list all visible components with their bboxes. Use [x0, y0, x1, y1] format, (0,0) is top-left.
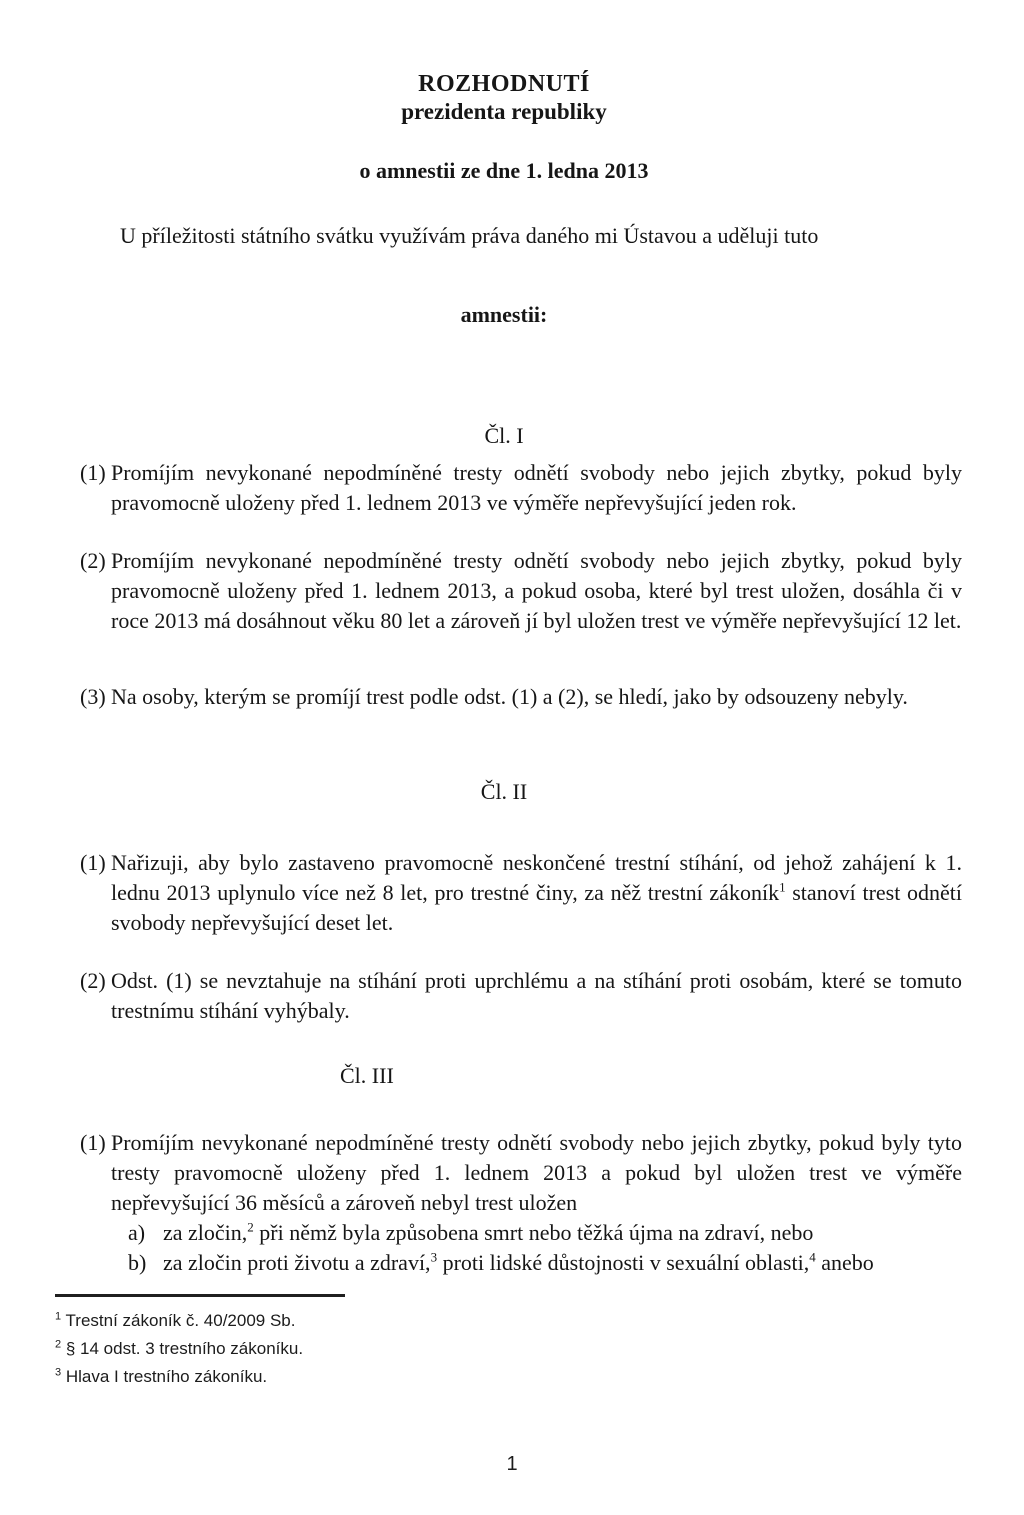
subitem-text-run: proti lidské důstojnosti v sexuální oblasti,: [437, 1250, 810, 1275]
paragraph-number: (3): [80, 684, 106, 709]
footnote-ref-2: 2: [247, 1219, 254, 1235]
document-subtitle: prezidenta republiky: [401, 99, 607, 124]
footnote-number: 2: [55, 1338, 62, 1351]
paragraph-number: (2): [80, 548, 106, 573]
article-1-paragraph-2: [80, 546, 962, 636]
paragraph-text: Promíjím nevykonané nepodmíněné tresty odnětí svobody nebo jejich zbytky, pokud byly pravomocně uloženy před 1. lednem 2013, a pokud osoba, které byl trest uložen, dosáhla či v roce 2013 má dosáhnout věku 80 let a zároveň jí byl uložen trest ve výměře nepřevyšující 12 let.: [111, 548, 962, 633]
article-1-paragraph-3: [80, 682, 962, 712]
footnote-text: Hlava I trestního zákoníku.: [65, 1367, 268, 1386]
article-3-paragraph-1: [80, 1128, 962, 1278]
paragraph-number: (2): [80, 968, 106, 993]
article-2-heading: Čl. II: [480, 779, 528, 804]
footnote-2: [55, 1335, 962, 1363]
article-2-paragraph-1: [80, 848, 962, 938]
subitem-a: [128, 1218, 962, 1248]
paragraph-number: (1): [80, 850, 106, 875]
footnote-ref-1: 1: [779, 879, 786, 895]
footnotes-section: [55, 1294, 962, 1391]
footnote-3: [55, 1363, 962, 1391]
subitem-label: a): [128, 1220, 146, 1245]
subitem-text-run: za zločin,: [163, 1220, 248, 1245]
subitem-label: b): [128, 1250, 147, 1275]
paragraph-text: [111, 848, 962, 938]
subitem-text-run: za zločin proti životu a zdraví,: [163, 1250, 431, 1275]
article-3-heading: Čl. III: [340, 1063, 394, 1088]
footnote-1: [55, 1307, 962, 1335]
paragraph-text: Promíjím nevykonané nepodmíněné tresty odnětí svobody nebo jejich zbytky, pokud byly pravomocně uloženy před 1. lednem 2013 ve výměře nepřevyšující jeden rok.: [111, 460, 962, 515]
paragraph-body: [111, 1128, 962, 1278]
paragraph-number: (1): [80, 1130, 106, 1155]
footnote-number: 3: [55, 1366, 62, 1379]
intro-paragraph: U příležitosti státního svátku využívám práva daného mi Ústavou a uděluji tuto: [120, 223, 819, 248]
footnote-number: 1: [55, 1310, 62, 1323]
document-date-line: o amnestii ze dne 1. ledna 2013: [359, 158, 649, 183]
article-1-paragraph-1: [80, 458, 962, 518]
subitem-text-run: anebo: [815, 1250, 874, 1275]
paragraph-text-run: stanoví trest odnětí svobody nepřevyšující deset let.: [111, 880, 963, 935]
footnote-separator: [55, 1294, 345, 1297]
amnesty-label: amnestii:: [460, 302, 548, 327]
footnote-ref-4: 4: [809, 1249, 816, 1265]
paragraph-text-run: Nařizuji, aby bylo zastaveno pravomocně neskončené trestní stíhání, od jehož zahájení k 1. lednu 2013 uplynulo více než 8 let, pro trestné činy, za něž trestní zákoník: [111, 850, 962, 905]
article-2-paragraph-2: [80, 966, 962, 1026]
article-1-heading: Čl. I: [484, 423, 524, 448]
paragraph-text: Na osoby, kterým se promíjí trest podle odst. (1) a (2), se hledí, jako by odsouzeny nebyly.: [111, 684, 908, 709]
paragraph-text: Promíjím nevykonané nepodmíněné tresty odnětí svobody nebo jejich zbytky, pokud byly tyto tresty pravomocně uloženy před 1. lednem 2013 a pokud byl uložen trest ve výměře nepřevyšující 36 měsíců a zároveň nebyl trest uložen: [111, 1130, 962, 1215]
subitem-b: [128, 1248, 962, 1278]
footnote-text: Trestní zákoník č. 40/2009 Sb.: [65, 1311, 296, 1330]
footnote-text: § 14 odst. 3 trestního zákoníku.: [65, 1339, 304, 1358]
subitem-text: [163, 1248, 962, 1278]
document-title: ROZHODNUTÍ: [418, 71, 590, 97]
paragraph-text: Odst. (1) se nevztahuje na stíhání proti uprchlému a na stíhání proti osobám, které se tomuto trestnímu stíhání vyhýbaly.: [111, 968, 962, 1023]
subitem-text-run: při němž byla způsobena smrt nebo těžká újma na zdraví, nebo: [253, 1220, 814, 1245]
page-number: 1: [506, 1453, 518, 1475]
paragraph-number: (1): [80, 460, 106, 485]
document-header: [80, 70, 928, 185]
footnote-ref-3: 3: [430, 1249, 438, 1265]
subitem-text: [163, 1218, 962, 1248]
